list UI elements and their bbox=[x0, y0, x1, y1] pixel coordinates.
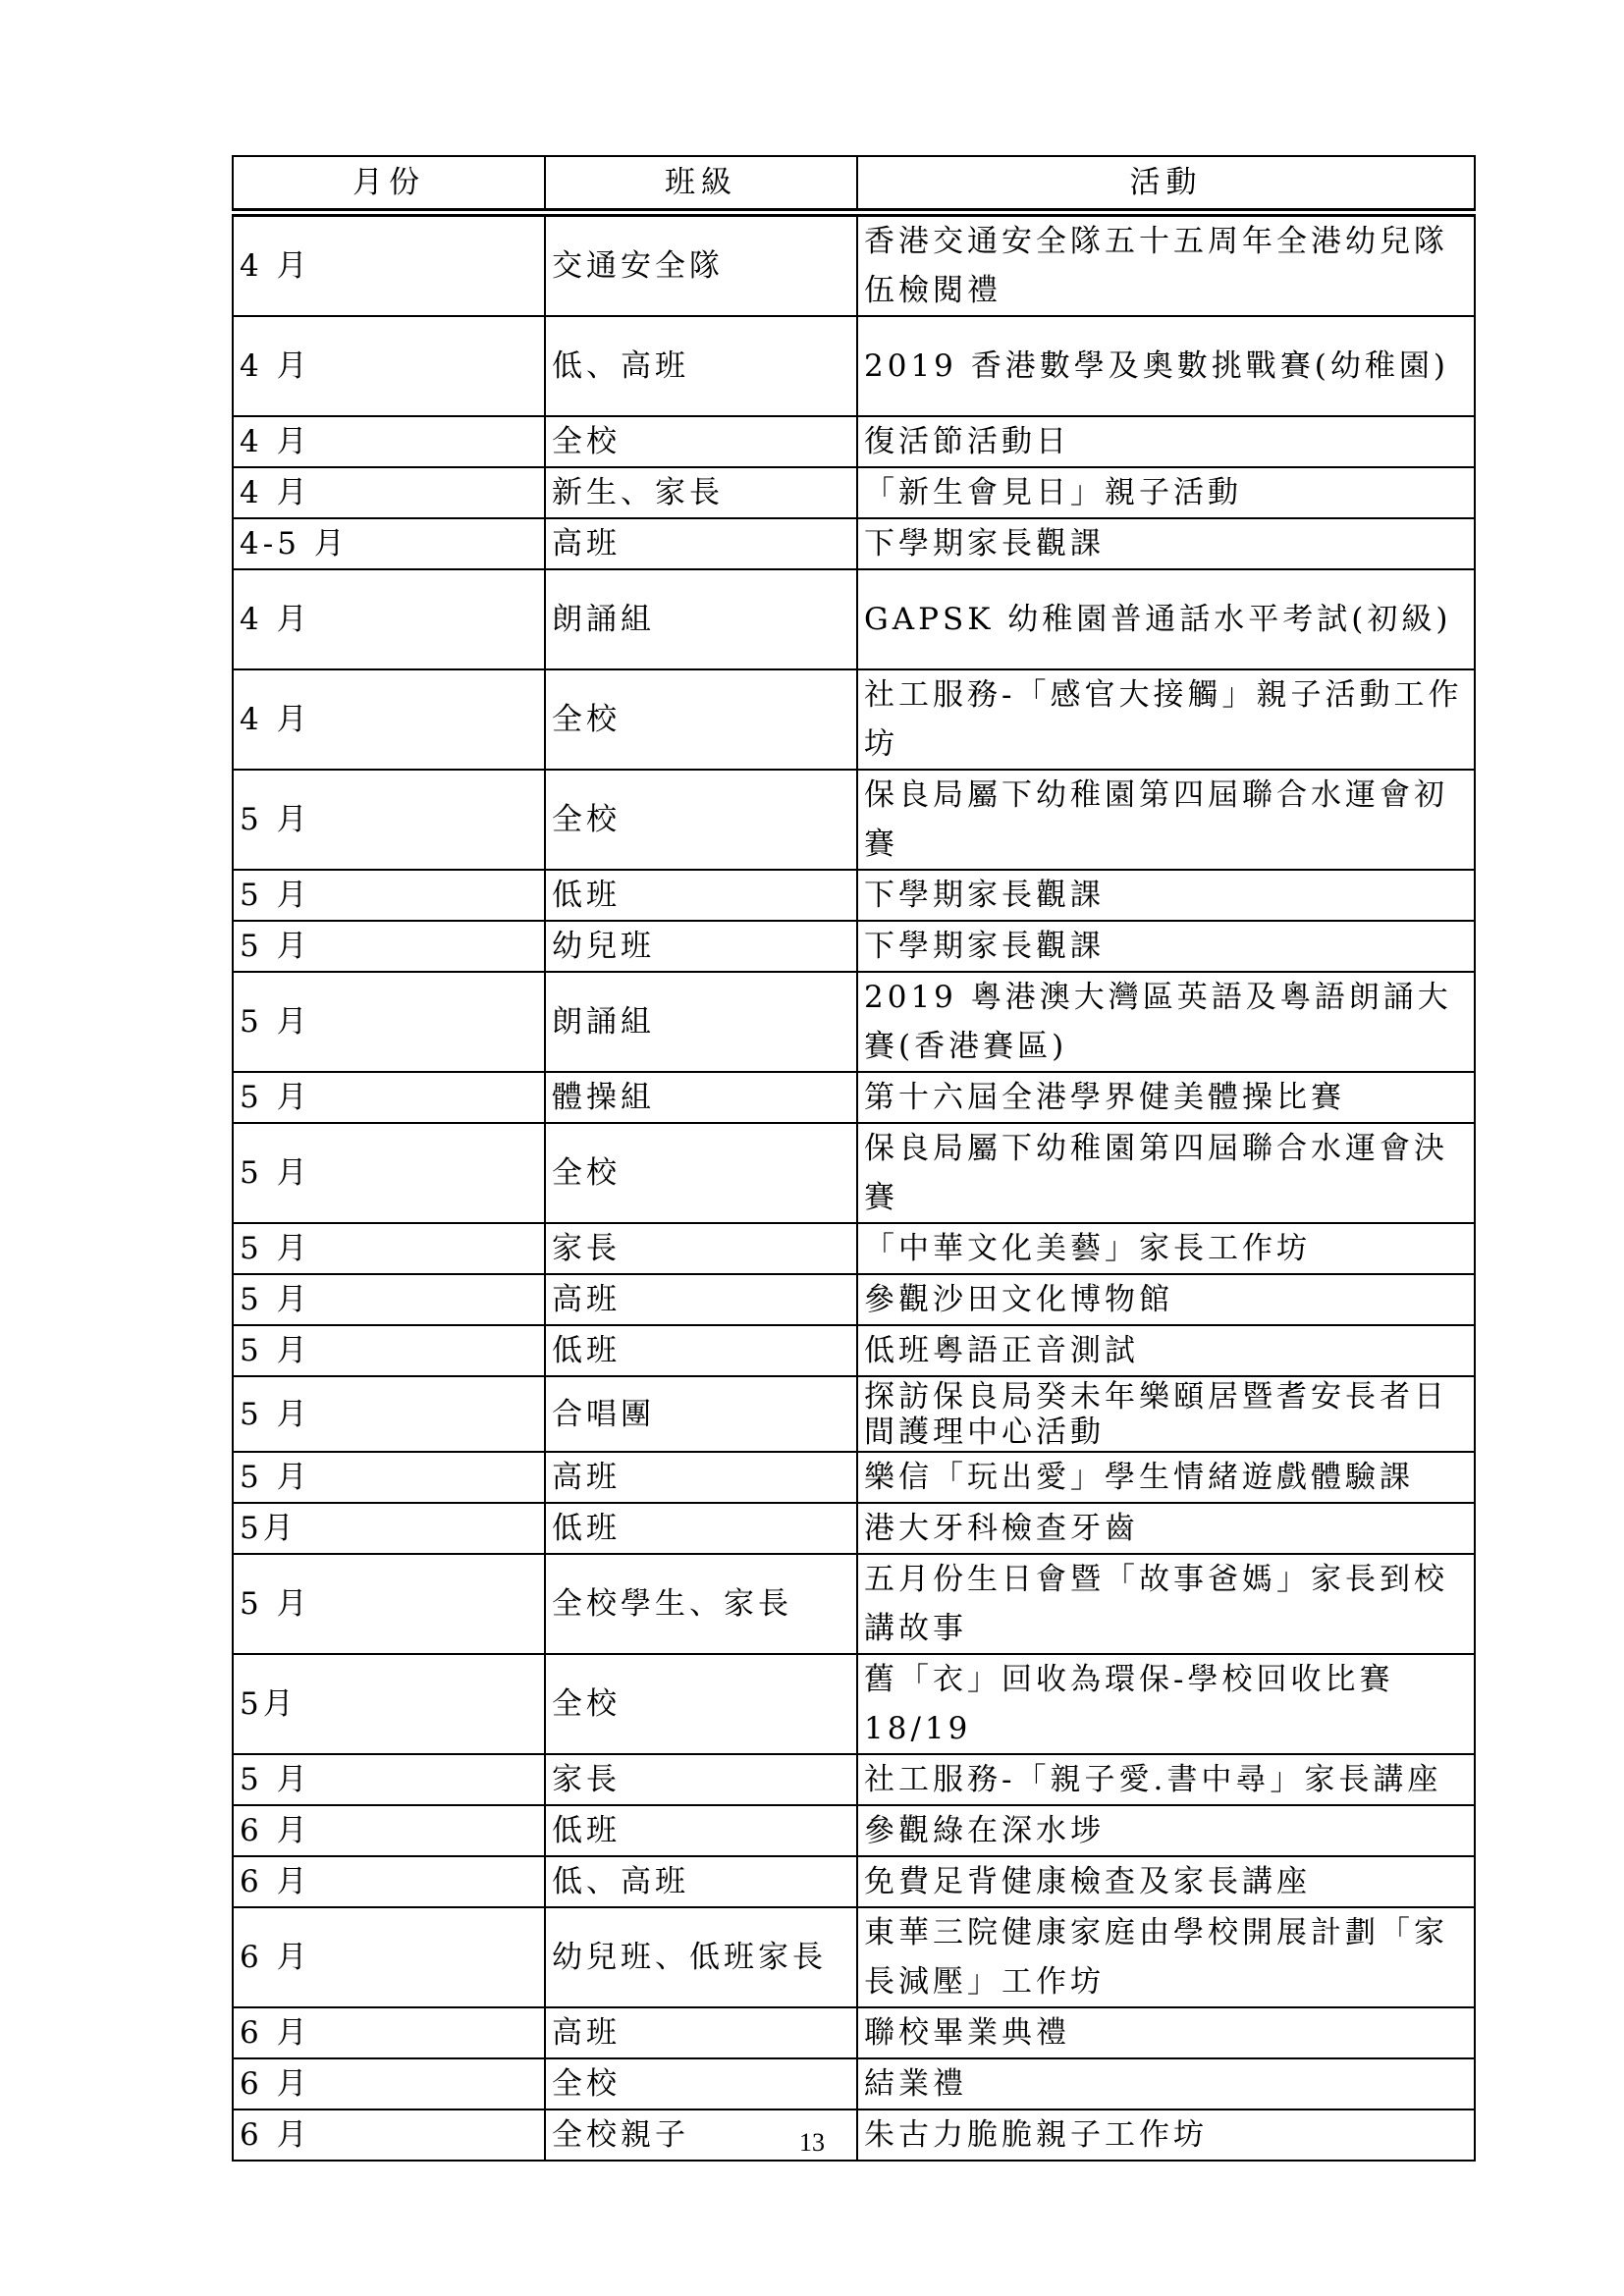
cell-class: 家長 bbox=[545, 1754, 857, 1805]
cell-activity: 探訪保良局癸未年樂頤居暨耆安長者日間護理中心活動 bbox=[857, 1376, 1475, 1452]
cell-class: 朗誦組 bbox=[545, 972, 857, 1072]
cell-activity: 復活節活動日 bbox=[857, 416, 1475, 467]
cell-class: 低、高班 bbox=[545, 316, 857, 416]
cell-class: 低班 bbox=[545, 1805, 857, 1856]
table-row bbox=[233, 316, 1475, 416]
cell-class: 全校學生、家長 bbox=[545, 1554, 857, 1654]
table-row bbox=[233, 416, 1475, 467]
cell-class: 交通安全隊 bbox=[545, 213, 857, 317]
cell-class: 低、高班 bbox=[545, 1856, 857, 1907]
table-row bbox=[233, 1274, 1475, 1325]
cell-month: 6 月 bbox=[233, 1805, 545, 1856]
cell-class: 全校 bbox=[545, 1123, 857, 1223]
cell-month: 6 月 bbox=[233, 1856, 545, 1907]
cell-month: 5 月 bbox=[233, 1223, 545, 1274]
cell-month: 6 月 bbox=[233, 2109, 545, 2161]
cell-activity: 低班粵語正音測試 bbox=[857, 1325, 1475, 1376]
cell-activity: 舊「衣」回收為環保-學校回收比賽 18/19 bbox=[857, 1654, 1475, 1754]
table-row bbox=[233, 1223, 1475, 1274]
cell-activity: 參觀綠在深水埗 bbox=[857, 1805, 1475, 1856]
cell-activity: 社工服務-「感官大接觸」親子活動工作坊 bbox=[857, 669, 1475, 770]
table-row bbox=[233, 1325, 1475, 1376]
cell-activity: 參觀沙田文化博物館 bbox=[857, 1274, 1475, 1325]
cell-activity: 香港交通安全隊五十五周年全港幼兒隊伍檢閱禮 bbox=[857, 213, 1475, 317]
table-row bbox=[233, 1805, 1475, 1856]
cell-month: 5 月 bbox=[233, 1376, 545, 1452]
table-row bbox=[233, 1376, 1475, 1452]
table-row bbox=[233, 669, 1475, 770]
cell-month: 4 月 bbox=[233, 467, 545, 518]
cell-month: 6 月 bbox=[233, 2058, 545, 2109]
table-row bbox=[233, 1503, 1475, 1554]
header-class: 班級 bbox=[545, 156, 857, 213]
cell-month: 5月 bbox=[233, 1654, 545, 1754]
cell-activity: GAPSK 幼稚園普通話水平考試(初級) bbox=[857, 569, 1475, 669]
cell-activity: 保良局屬下幼稚園第四屆聯合水運會初賽 bbox=[857, 770, 1475, 870]
cell-class: 高班 bbox=[545, 2007, 857, 2058]
cell-class: 幼兒班、低班家長 bbox=[545, 1907, 857, 2007]
cell-activity: 「中華文化美藝」家長工作坊 bbox=[857, 1223, 1475, 1274]
table-row bbox=[233, 870, 1475, 921]
table-row bbox=[233, 770, 1475, 870]
page-number: 13 bbox=[799, 2128, 825, 2157]
header-activity: 活動 bbox=[857, 156, 1475, 213]
cell-activity: 聯校畢業典禮 bbox=[857, 2007, 1475, 2058]
cell-month: 6 月 bbox=[233, 1907, 545, 2007]
table-row bbox=[233, 1907, 1475, 2007]
cell-activity: 朱古力脆脆親子工作坊 bbox=[857, 2109, 1475, 2161]
header-month: 月份 bbox=[233, 156, 545, 213]
cell-activity: 結業禮 bbox=[857, 2058, 1475, 2109]
cell-class: 全校 bbox=[545, 2058, 857, 2109]
cell-month: 5 月 bbox=[233, 770, 545, 870]
table-header-row bbox=[233, 156, 1475, 213]
cell-class: 朗誦組 bbox=[545, 569, 857, 669]
cell-class: 全校 bbox=[545, 669, 857, 770]
cell-month: 5 月 bbox=[233, 1325, 545, 1376]
table-row bbox=[233, 921, 1475, 972]
cell-class: 低班 bbox=[545, 1503, 857, 1554]
cell-month: 5 月 bbox=[233, 1554, 545, 1654]
cell-activity: 五月份生日會暨「故事爸媽」家長到校講故事 bbox=[857, 1554, 1475, 1654]
table-row bbox=[233, 972, 1475, 1072]
cell-activity: 免費足背健康檢查及家長講座 bbox=[857, 1856, 1475, 1907]
cell-class: 低班 bbox=[545, 1325, 857, 1376]
cell-month: 4 月 bbox=[233, 213, 545, 317]
cell-month: 5 月 bbox=[233, 972, 545, 1072]
cell-month: 5 月 bbox=[233, 1123, 545, 1223]
table-row bbox=[233, 2058, 1475, 2109]
cell-class: 幼兒班 bbox=[545, 921, 857, 972]
cell-month: 5 月 bbox=[233, 1452, 545, 1503]
table-row bbox=[233, 1554, 1475, 1654]
cell-class: 家長 bbox=[545, 1223, 857, 1274]
cell-class: 低班 bbox=[545, 870, 857, 921]
table-row bbox=[233, 1754, 1475, 1805]
cell-month: 5 月 bbox=[233, 870, 545, 921]
table-body bbox=[233, 213, 1475, 2162]
cell-activity: 2019 粵港澳大灣區英語及粵語朗誦大賽(香港賽區) bbox=[857, 972, 1475, 1072]
cell-month: 4-5 月 bbox=[233, 518, 545, 569]
cell-activity: 下學期家長觀課 bbox=[857, 518, 1475, 569]
cell-class: 合唱團 bbox=[545, 1376, 857, 1452]
table-row bbox=[233, 518, 1475, 569]
table-row bbox=[233, 1654, 1475, 1754]
cell-month: 4 月 bbox=[233, 669, 545, 770]
cell-activity: 社工服務-「親子愛.書中尋」家長講座 bbox=[857, 1754, 1475, 1805]
cell-class: 高班 bbox=[545, 1274, 857, 1325]
cell-class: 高班 bbox=[545, 1452, 857, 1503]
cell-activity: 下學期家長觀課 bbox=[857, 870, 1475, 921]
cell-activity: 樂信「玩出愛」學生情緒遊戲體驗課 bbox=[857, 1452, 1475, 1503]
cell-activity: 東華三院健康家庭由學校開展計劃「家長減壓」工作坊 bbox=[857, 1907, 1475, 2007]
cell-month: 5 月 bbox=[233, 1072, 545, 1123]
cell-class: 全校 bbox=[545, 770, 857, 870]
activity-schedule-table bbox=[232, 155, 1476, 2162]
cell-class: 全校 bbox=[545, 1654, 857, 1754]
cell-month: 5 月 bbox=[233, 1754, 545, 1805]
cell-month: 5 月 bbox=[233, 921, 545, 972]
table-row bbox=[233, 213, 1475, 317]
table-row bbox=[233, 569, 1475, 669]
cell-month: 4 月 bbox=[233, 569, 545, 669]
cell-class: 高班 bbox=[545, 518, 857, 569]
cell-activity: 保良局屬下幼稚園第四屆聯合水運會決賽 bbox=[857, 1123, 1475, 1223]
cell-activity: 「新生會見日」親子活動 bbox=[857, 467, 1475, 518]
table-row bbox=[233, 2007, 1475, 2058]
cell-class: 新生、家長 bbox=[545, 467, 857, 518]
table-row bbox=[233, 467, 1475, 518]
cell-month: 6 月 bbox=[233, 2007, 545, 2058]
cell-month: 5月 bbox=[233, 1503, 545, 1554]
cell-activity: 第十六屆全港學界健美體操比賽 bbox=[857, 1072, 1475, 1123]
table-row bbox=[233, 1072, 1475, 1123]
cell-month: 4 月 bbox=[233, 416, 545, 467]
cell-activity: 港大牙科檢查牙齒 bbox=[857, 1503, 1475, 1554]
cell-class: 全校 bbox=[545, 416, 857, 467]
table-row bbox=[233, 1123, 1475, 1223]
cell-class: 全校親子 bbox=[545, 2109, 857, 2161]
cell-class: 體操組 bbox=[545, 1072, 857, 1123]
cell-month: 4 月 bbox=[233, 316, 545, 416]
cell-activity: 下學期家長觀課 bbox=[857, 921, 1475, 972]
cell-activity: 2019 香港數學及奧數挑戰賽(幼稚園) bbox=[857, 316, 1475, 416]
table-row bbox=[233, 1452, 1475, 1503]
cell-month: 5 月 bbox=[233, 1274, 545, 1325]
table-row bbox=[233, 1856, 1475, 1907]
